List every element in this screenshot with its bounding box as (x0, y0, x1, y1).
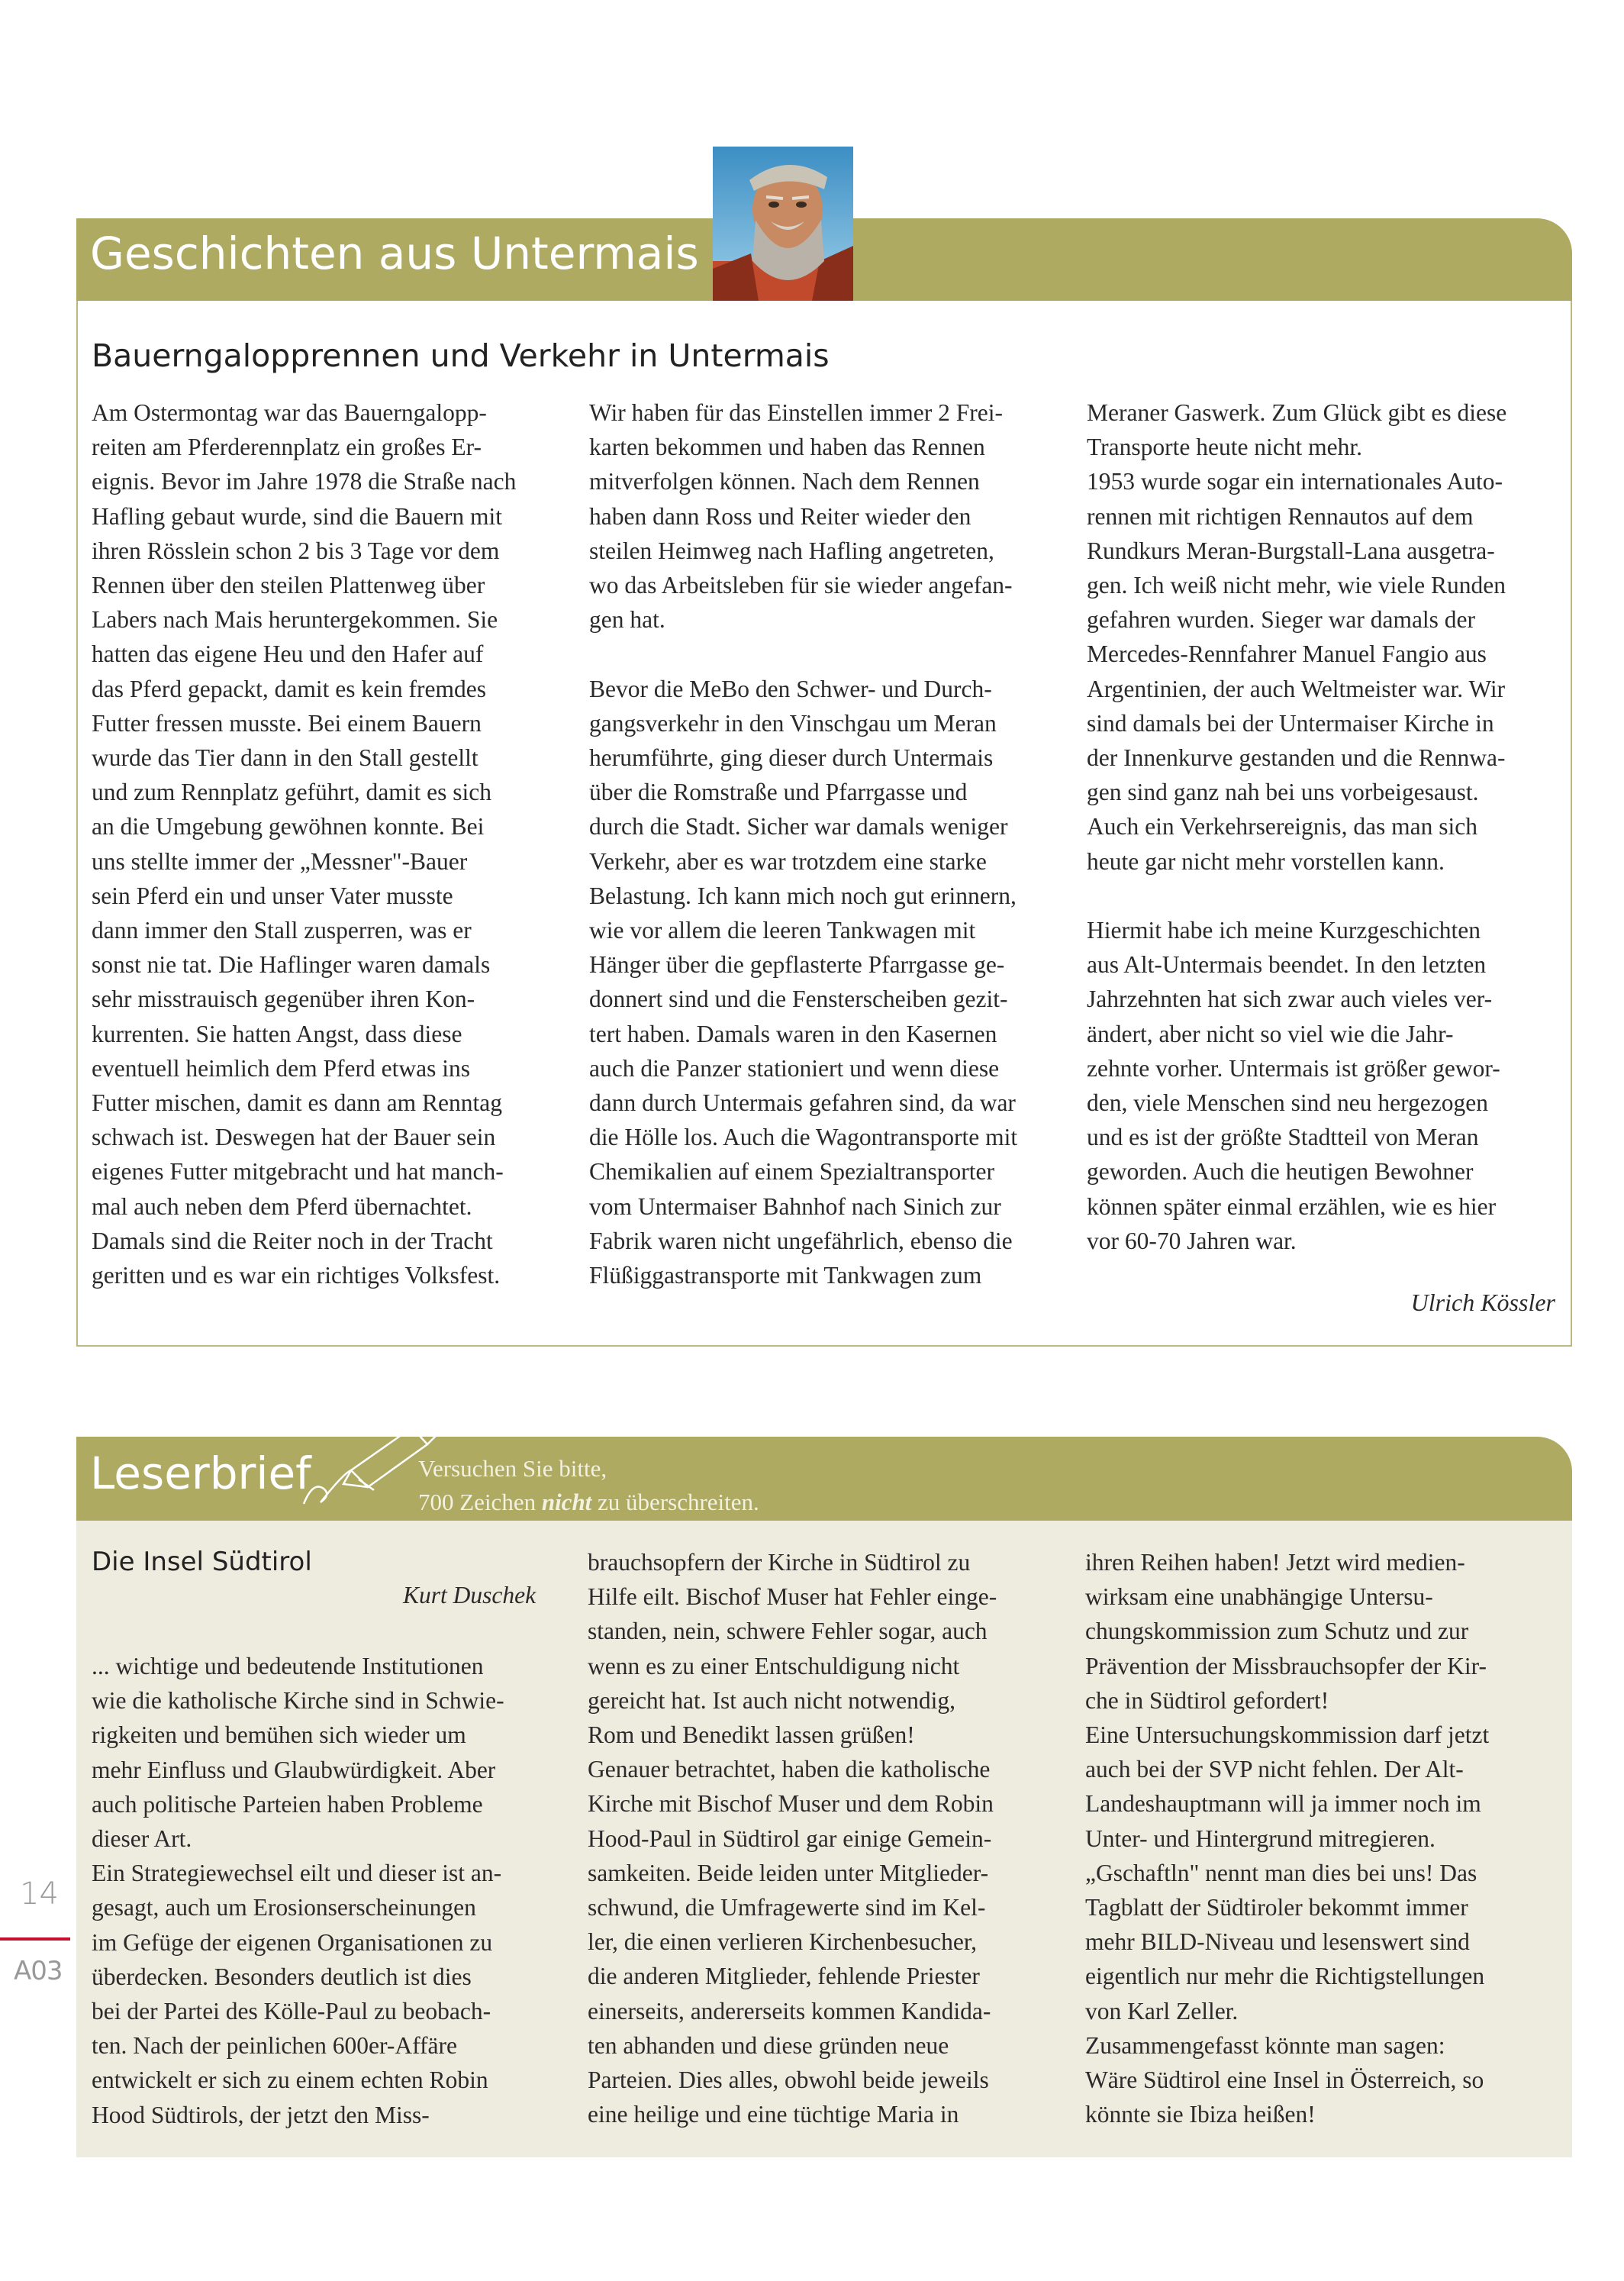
text-line: vor 60-70 Jahren war. (1087, 1227, 1297, 1254)
text-line: wurde das Tier dann in den Stall gestellt (92, 744, 478, 772)
text-line: und es ist der größte Stadtteil von Meran (1087, 1124, 1479, 1151)
text-line: Zusammengefasst könnte man sagen: (1085, 2031, 1445, 2059)
text-line: dann immer den Stall zusperren, was er (92, 917, 472, 944)
text-line: Kirche mit Bischof Muser und dem Robin (588, 1790, 994, 1818)
text-line: von Karl Zeller. (1085, 1997, 1239, 2025)
text-line: bei der Partei des Kölle-Paul zu beobach- (92, 1998, 491, 2025)
letters-instruction-line-2: 700 Zeichen nicht zu überschreiten. (418, 1489, 759, 1515)
text-line: Hood-Paul in Südtirol gar einige Gemein- (588, 1824, 992, 1852)
letter-column-3 (1085, 1545, 1489, 2131)
text-line: mitverfolgen können. Nach dem Rennen (589, 468, 980, 495)
letters-title: Leserbrief (90, 1447, 311, 1499)
text-line: standen, nein, schwere Fehler sogar, auch (588, 1618, 988, 1645)
text-line: wie die katholische Kirche sind in Schwie- (92, 1687, 504, 1715)
text-line: karten bekommen und haben das Rennen (589, 434, 985, 461)
text-line: Labers nach Mais heruntergekommen. Sie (92, 606, 498, 634)
text-line: Transporte heute nicht mehr. (1087, 434, 1363, 461)
text-line: aus Alt-Untermais beendet. In den letzten (1087, 951, 1487, 979)
text-line: Flüßiggastransporte mit Tankwagen zum (589, 1262, 982, 1289)
text-line: Hiermit habe ich meine Kurzgeschichten (1087, 917, 1481, 944)
text-line: könnte sie Ibiza heißen! (1085, 2101, 1316, 2128)
letters-instruction (418, 1452, 759, 1519)
text-line: Verkehr, aber es war trotzdem eine starke (589, 847, 987, 875)
text-line: ihren Rösslein schon 2 bis 3 Tage vor dem (92, 537, 500, 564)
text-line: die Hölle los. Auch die Wagontransporte mit (589, 1124, 1018, 1151)
text-line: chungskommission zum Schutz und zur (1085, 1618, 1469, 1645)
section-title: Geschichten aus Untermais (90, 227, 699, 279)
text-line: geworden. Auch die heutigen Bewohner (1087, 1158, 1474, 1186)
text-line: ten abhanden und diese gründen neue (588, 2031, 949, 2059)
text-line: an die Umgebung gewöhnen konnte. Bei (92, 813, 485, 840)
text-line: eignis. Bevor im Jahre 1978 die Straße nach (92, 468, 517, 495)
text-line: vom Untermaiser Bahnhof nach Sinich zur (589, 1192, 1001, 1220)
issue-code: A03 (14, 1956, 63, 1986)
text-line: Hilfe eilt. Bischof Muser hat Fehler einge- (588, 1583, 997, 1611)
text-line: gen hat. (589, 606, 665, 634)
text-line: rigkeiten und bemühen sich wieder um (92, 1721, 466, 1749)
text-line: Meraner Gaswerk. Zum Glück gibt es diese (1087, 399, 1507, 426)
text-line: wo das Arbeitsleben für sie wieder angefan- (589, 572, 1013, 599)
text-line: gen. Ich weiß nicht mehr, wie viele Runden (1087, 572, 1506, 599)
text-line: ihren Reihen haben! Jetzt wird medien- (1085, 1549, 1465, 1576)
text-line: haben dann Ross und Reiter wieder den (589, 502, 972, 530)
text-line: rennen mit richtigen Rennautos auf dem (1087, 502, 1474, 530)
text-line: sehr misstrauisch gegenüber ihren Kon- (92, 986, 475, 1013)
text-line: wie vor allem die leeren Tankwagen mit (589, 917, 976, 944)
text-line: dieser Art. (92, 1825, 192, 1853)
text-line: Prävention der Missbrauchsopfer der Kir- (1085, 1652, 1487, 1679)
text-line: eigentlich nur mehr die Richtigstellungen (1085, 1963, 1485, 1990)
text-line: Unter- und Hintergrund mitregieren. (1085, 1824, 1436, 1852)
text-line: che in Südtirol gefordert! (1085, 1686, 1329, 1714)
text-line: Jahrzehnten hat sich zwar auch vieles ver- (1087, 986, 1493, 1013)
text-line: reiten am Pferderennplatz ein großes Er- (92, 434, 482, 461)
text-line: Hänger über die gepflasterte Pfarrgasse ge- (589, 951, 1005, 979)
text-line: eventuell heimlich dem Pferd etwas ins (92, 1054, 470, 1082)
text-line: zehnte vorher. Untermais ist größer gewor- (1087, 1054, 1500, 1082)
text-line: Parteien. Dies alles, obwohl beide jeweils (588, 2066, 989, 2094)
text-line: Auch ein Verkehrsereignis, das man sich (1087, 813, 1478, 840)
text-line: auch bei der SVP nicht fehlen. Der Alt- (1085, 1756, 1464, 1783)
page-marker-line (0, 1937, 70, 1941)
text-line: können später einmal erzählen, wie es hier (1087, 1192, 1497, 1220)
article-heading: Bauerngalopprennen und Verkehr in Untermais (92, 337, 830, 374)
text-line: mehr Einfluss und Glaubwürdigkeit. Aber (92, 1756, 496, 1783)
text-line: schwach ist. Deswegen hat der Bauer sein (92, 1124, 496, 1151)
text-line: geritten und es war ein richtiges Volksfest. (92, 1262, 501, 1289)
text-line: das Pferd gepackt, damit es kein fremdes (92, 675, 486, 702)
text-line: steilen Heimweg nach Hafling angetreten, (589, 537, 994, 564)
text-line: und zum Rennplatz geführt, damit es sich (92, 779, 491, 806)
text-line: Fabrik waren nicht ungefährlich, ebenso die (589, 1227, 1013, 1254)
article-column-3 (1087, 395, 1506, 1258)
article-column-1 (92, 395, 516, 1292)
letter-author: Kurt Duschek (403, 1582, 536, 1608)
text-line: auch politische Parteien haben Probleme (92, 1790, 483, 1818)
text-line: herumführte, ging dieser durch Untermais (589, 744, 994, 772)
text-line: Am Ostermontag war das Bauerngalopp- (92, 399, 487, 426)
text-line: samkeiten. Beide leiden unter Mitglieder- (588, 1859, 989, 1886)
text-line: Eine Untersuchungskommission darf jetzt (1085, 1721, 1490, 1749)
text-line: schwund, die Umfragewerte sind im Kel- (588, 1894, 986, 1921)
text-line: tert haben. Damals waren in den Kasernen (589, 1020, 997, 1047)
text-line: eine heilige und eine tüchtige Maria in (588, 2101, 959, 2128)
text-line: Futter fressen musste. Bei einem Bauern (92, 709, 482, 737)
text-line: Hafling gebaut wurde, sind die Bauern mit (92, 502, 502, 530)
text-line: gangsverkehr in den Vinschgau um Meran (589, 709, 997, 737)
text-line: über die Romstraße und Pfarrgasse und (589, 779, 968, 806)
text-line: eigenes Futter mitgebracht und hat manch- (92, 1158, 504, 1186)
text-line: Damals sind die Reiter noch in der Tracht (92, 1227, 493, 1254)
text-line: mehr BILD-Niveau und lesenswert sind (1085, 1928, 1470, 1956)
text-line: Rom und Benedikt lassen grüßen! (588, 1721, 915, 1749)
text-line: Mercedes-Rennfahrer Manuel Fangio aus (1087, 640, 1487, 668)
text-line: sein Pferd ein und unser Vater musste (92, 882, 453, 909)
text-line: Tagblatt der Südtiroler bekommt immer (1085, 1894, 1468, 1921)
text-line: durch die Stadt. Sicher war damals weniger (589, 813, 1008, 840)
author-portrait-image (713, 147, 853, 301)
text-line: der Innenkurve gestanden und die Rennwa- (1087, 744, 1506, 772)
text-line (589, 637, 1017, 671)
letter-column-2 (588, 1545, 997, 2131)
text-line: dann durch Untermais gefahren sind, da war (589, 1089, 1016, 1117)
text-line: Chemikalien auf einem Spezialtransporter (589, 1158, 994, 1186)
text-line: Landeshauptmann will ja immer noch im (1085, 1790, 1481, 1818)
text-line: wirksam eine unabhängige Untersu- (1085, 1583, 1433, 1611)
text-line: donnert sind und die Fensterscheiben gezit- (589, 986, 1008, 1013)
page-number: 14 (20, 1876, 59, 1912)
text-line: Argentinien, der auch Weltmeister war. Wir (1087, 675, 1506, 702)
text-line: einerseits, andererseits kommen Kandida- (588, 1997, 991, 2025)
text-line: Futter mischen, damit es dann am Renntag (92, 1089, 503, 1117)
text-line: den, viele Menschen sind neu hergezogen (1087, 1089, 1488, 1117)
letter-heading: Die Insel Südtirol (92, 1547, 312, 1577)
text-line: Rundkurs Meran-Burgstall-Lana ausgetra- (1087, 537, 1495, 564)
text-line (1087, 879, 1506, 913)
text-line: ... wichtige und bedeutende Institutionen (92, 1653, 484, 1679)
text-line: 1953 wurde sogar ein internationales Auto- (1087, 468, 1503, 495)
text-line: ändert, aber nicht so viel wie die Jahr- (1087, 1020, 1454, 1047)
text-line: gen sind ganz nah bei uns vorbeigesaust. (1087, 779, 1479, 806)
text-line: die anderen Mitglieder, fehlende Priester (588, 1963, 980, 1990)
text-line: hatten das eigene Heu und den Hafer auf (92, 640, 484, 668)
letter-column-1 (92, 1649, 504, 2132)
text-line: sonst nie tat. Die Haflinger waren damals (92, 951, 491, 979)
text-line: ler, die einen verlieren Kirchenbesucher, (588, 1928, 977, 1956)
letters-instruction-line-1: Versuchen Sie bitte, (418, 1455, 607, 1482)
text-line: kurrenten. Sie hatten Angst, dass diese (92, 1020, 462, 1047)
text-line: im Gefüge der eigenen Organisationen zu (92, 1928, 493, 1956)
text-line: sind damals bei der Untermaiser Kirche in (1087, 709, 1494, 737)
text-line: Wäre Südtirol eine Insel in Österreich, so (1085, 2066, 1484, 2094)
text-line: gereicht hat. Ist auch nicht notwendig, (588, 1686, 955, 1714)
text-line: mal auch neben dem Pferd übernachtet. (92, 1192, 472, 1220)
text-line: Genauer betrachtet, haben die katholische (588, 1756, 991, 1783)
text-line: wenn es zu einer Entschuldigung nicht (588, 1652, 960, 1679)
text-line: „Gschaftln" nennt man dies bei uns! Das (1085, 1859, 1477, 1886)
text-line: Hood Südtirols, der jetzt den Miss- (92, 2101, 430, 2128)
article-column-2 (589, 395, 1017, 1292)
text-line: auch die Panzer stationiert und wenn diese (589, 1054, 1000, 1082)
text-line: Bevor die MeBo den Schwer- und Durch- (589, 675, 992, 702)
text-line: Rennen über den steilen Plattenweg über (92, 572, 485, 599)
text-line: heute gar nicht mehr vorstellen kann. (1087, 847, 1445, 875)
text-line: überdecken. Besonders deutlich ist dies (92, 1963, 472, 1990)
article-author: Ulrich Kössler (1410, 1289, 1555, 1316)
text-line: Ein Strategiewechsel eilt und dieser ist an- (92, 1860, 502, 1887)
text-line: Belastung. Ich kann mich noch gut erinnern, (589, 882, 1017, 909)
text-line: uns stellte immer der „Messner"-Bauer (92, 847, 468, 875)
text-line: gesagt, auch um Erosionserscheinungen (92, 1894, 476, 1921)
text-line: gefahren wurden. Sieger war damals der (1087, 606, 1476, 634)
text-line: Wir haben für das Einstellen immer 2 Frei- (589, 399, 1003, 426)
text-line: ten. Nach der peinlichen 600er-Affäre (92, 2032, 457, 2060)
text-line: entwickelt er sich zu einem echten Robin (92, 2066, 488, 2094)
text-line: brauchsopfern der Kirche in Südtirol zu (588, 1549, 971, 1576)
